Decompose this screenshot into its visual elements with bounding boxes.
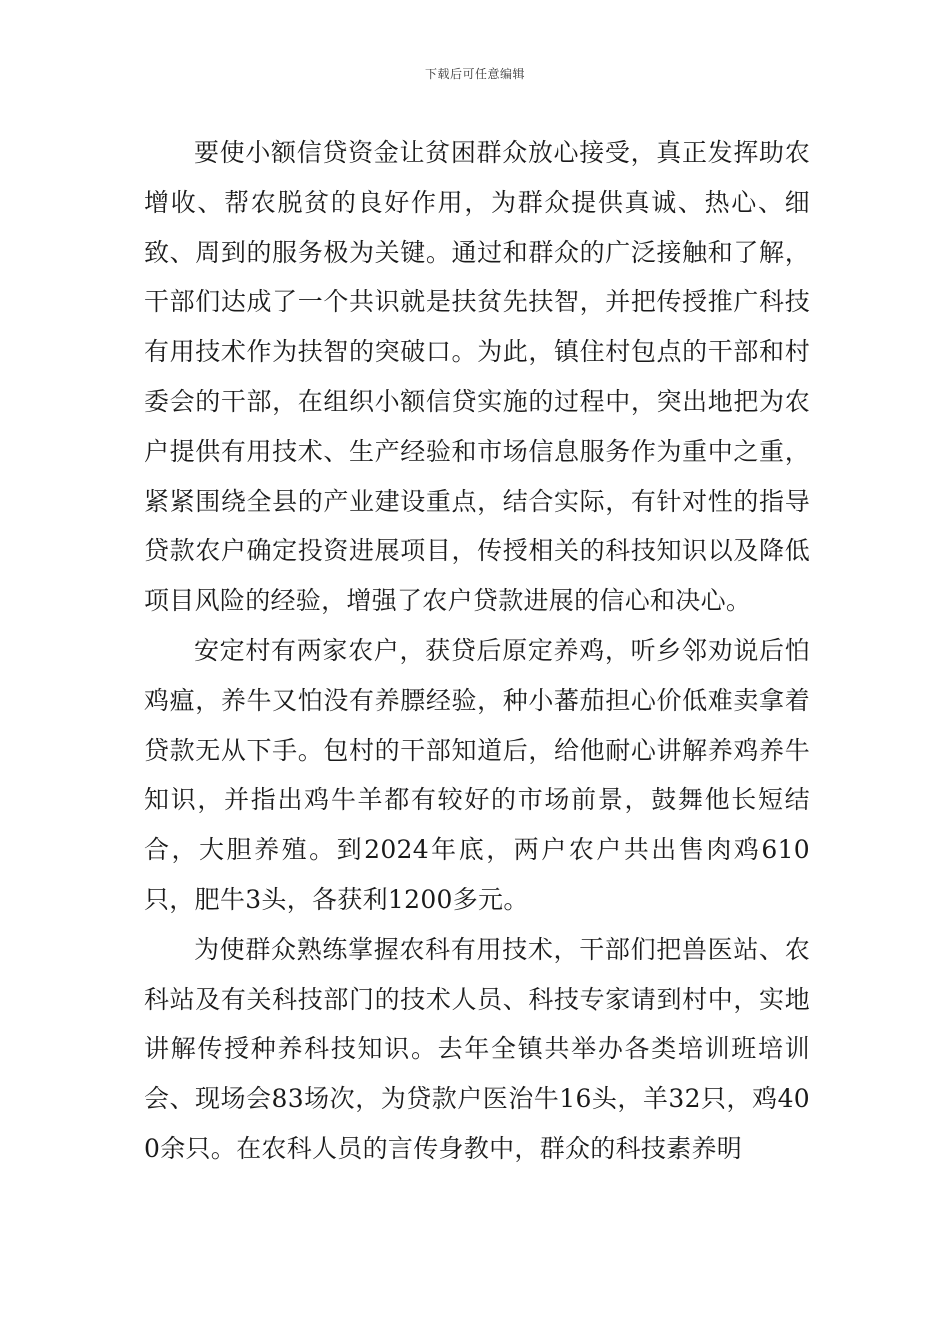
paragraph-1: 要使小额信贷资金让贫困群众放心接受，真正发挥助农增收、帮农脱贫的良好作用，为群众提供真诚、热心、细致、周到的服务极为关键。通过和群众的广泛接触和了解，干部们达成了一个共识就是扶贫先扶智，并把传授推广科技有用技术作为扶智的突破口。为此，镇住村包点的干部和村委会的干部，在组织小额信贷实施的过程中，突出地把为农户提供有用技术、生产经验和市场信息服务作为重中之重，紧紧围绕全县的产业建设重点，结合实际，有针对性的指导贷款农户确定投资进展项目，传授相关的科技知识以及降低项目风险的经验，增强了农户贷款进展的信心和决心。 <box>144 138 810 616</box>
document-body <box>144 128 810 1174</box>
paragraph-2: 安定村有两家农户，获贷后原定养鸡，听乡邻劝说后怕鸡瘟，养牛又怕没有养膘经验，种小蕃茄担心价低难卖拿着贷款无从下手。包村的干部知道后，给他耐心讲解养鸡养牛知识，并指出鸡牛羊都有较好的市场前景，鼓舞他长短结合，大胆养殖。到2024年底，两户农户共出售肉鸡610只，肥牛3头，各获利1200多元。 <box>144 635 810 914</box>
paragraph-3: 为使群众熟练掌握农科有用技术，干部们把兽医站、农科站及有关科技部门的技术人员、科技专家请到村中，实地讲解传授种养科技知识。去年全镇共举办各类培训班培训会、现场会83场次，为贷款户医治牛16头，羊32只，鸡400余只。在农科人员的言传身教中，群众的科技素养明 <box>144 934 810 1163</box>
page-header: 下载后可任意编辑 <box>424 67 525 81</box>
